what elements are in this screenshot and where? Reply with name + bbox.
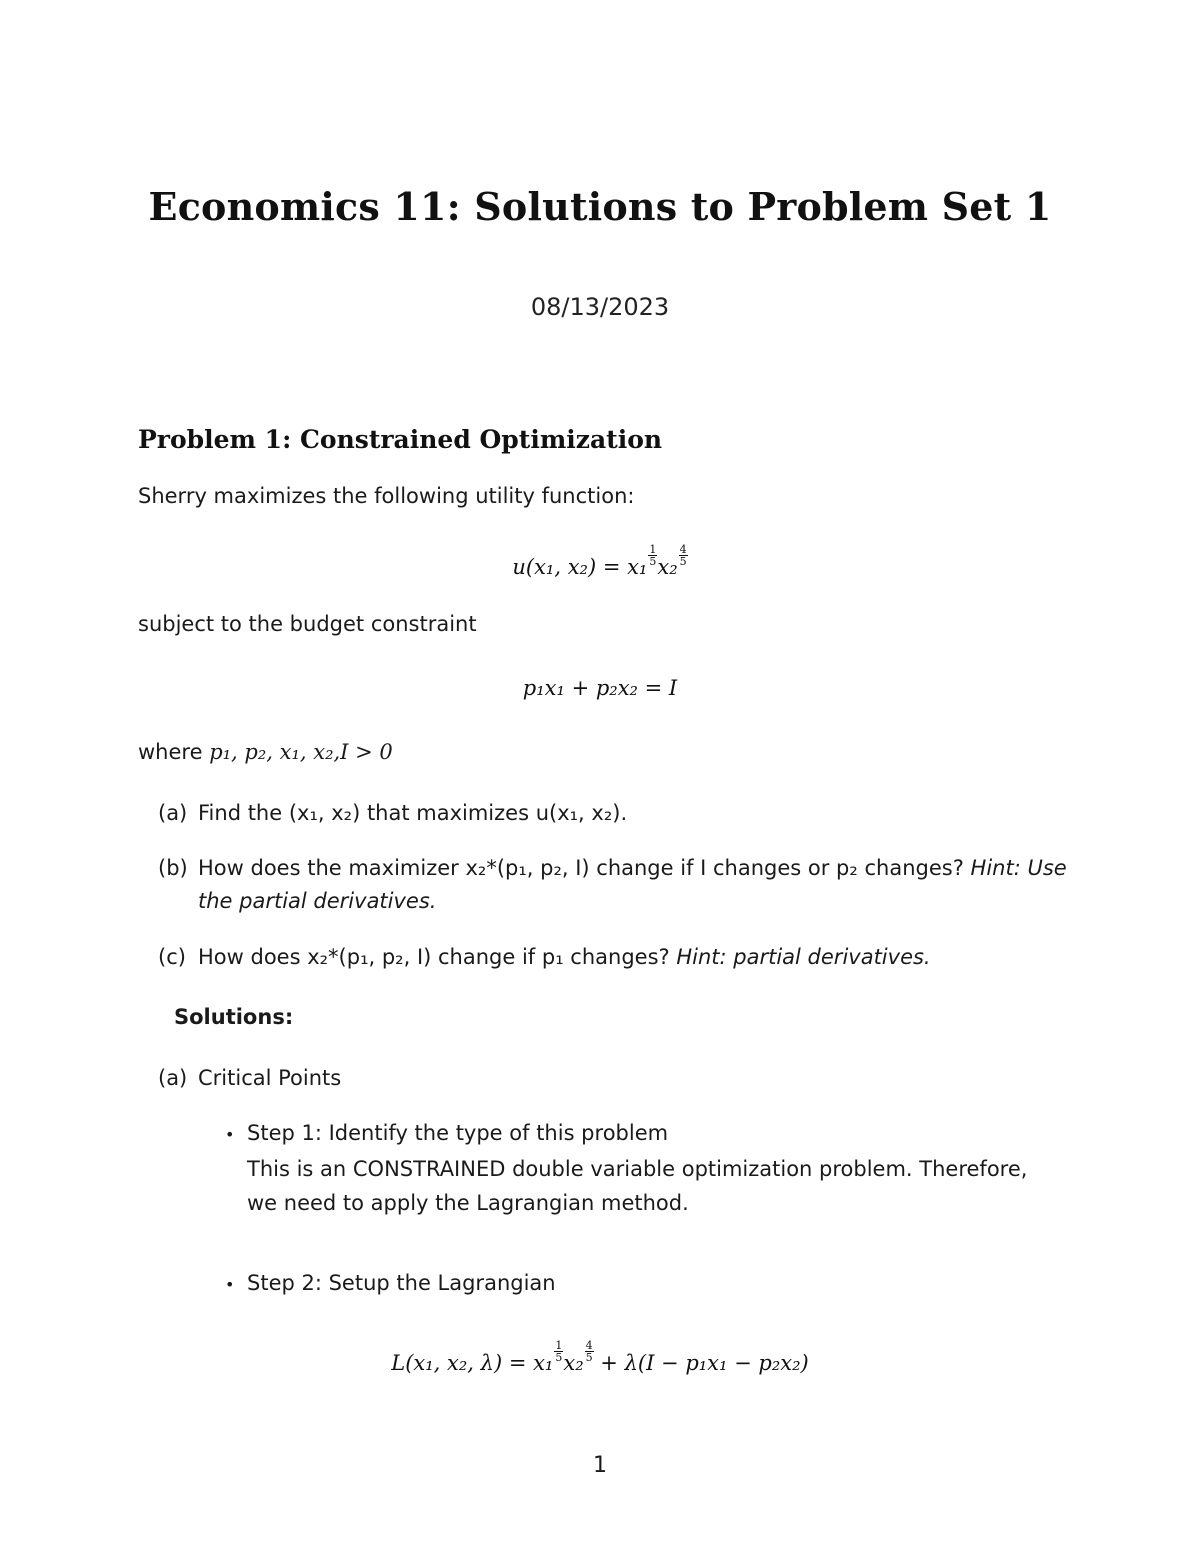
solution-a-label: (a) [158, 1066, 188, 1090]
part-b [158, 856, 1068, 880]
part-b-text: How does the maximizer x₂*(p₁, p₂, I) change if I changes or p₂ changes? [198, 856, 964, 880]
utility-equation [0, 544, 1200, 579]
intro-text: Sherry maximizes the following utility function: [138, 484, 635, 508]
exp1-num: 1 [649, 543, 657, 556]
part-c [158, 945, 931, 969]
exp1-den: 5 [649, 555, 657, 568]
part-b-label: (b) [158, 856, 188, 880]
solutions-label: Solutions: [174, 1005, 294, 1029]
part-a-text: Find the (x₁, x₂) that maximizes u(x₁, x₂). [198, 801, 628, 825]
lag-exp2-num: 4 [585, 1339, 593, 1352]
part-a-label: (a) [158, 801, 188, 825]
lag-exp1-den: 5 [555, 1351, 563, 1364]
step-1-line2: we need to apply the Lagrangian method. [247, 1191, 689, 1215]
exponent-one-fifth [648, 544, 657, 567]
where-word: where [138, 740, 203, 764]
step-2-title: Step 2: Setup the Lagrangian [247, 1271, 556, 1295]
step-2 [225, 1271, 556, 1295]
exp2-den: 5 [679, 555, 687, 568]
part-b-hint-cont: the partial derivatives. [198, 889, 437, 913]
budget-constraint: p₁x₁ + p₂x₂ = I [522, 676, 678, 700]
lagrangian-rhs: + λ(I − p₁x₁ − p₂x₂) [593, 1351, 809, 1375]
lag-exp1-num: 1 [555, 1339, 563, 1352]
problem-heading: Problem 1: Constrained Optimization [138, 425, 663, 454]
page-number: 1 [593, 1453, 607, 1478]
utility-lhs: u(x₁, x₂) = x₁ [512, 555, 648, 579]
part-b-hint: Hint: Use [970, 856, 1067, 880]
bullet-icon: • [225, 1275, 235, 1294]
document-date: 08/13/2023 [530, 293, 670, 321]
step-1 [225, 1121, 668, 1145]
step-1-line1: This is an CONSTRAINED double variable optimization problem. Therefore, [247, 1157, 1028, 1181]
subject-to-text: subject to the budget constraint [138, 612, 477, 636]
bullet-icon: • [225, 1125, 235, 1144]
page-title: Economics 11: Solutions to Problem Set 1 [148, 184, 1052, 229]
part-c-hint: Hint: partial derivatives. [676, 945, 931, 969]
lagrangian-equation [0, 1340, 1200, 1375]
part-c-label: (c) [158, 945, 186, 969]
where-math: p₁, p₂, x₁, x₂,I > 0 [209, 740, 393, 764]
lagrangian-lhs: L(x₁, x₂, λ) = x₁ [391, 1351, 554, 1375]
exp2-num: 4 [679, 543, 687, 556]
step-1-title: Step 1: Identify the type of this problem [247, 1121, 669, 1145]
lagrangian-exponent-one-fifth [554, 1340, 563, 1363]
part-c-text: How does x₂*(p₁, p₂, I) change if p₁ changes? [198, 945, 670, 969]
lagrangian-exponent-four-fifths [585, 1340, 594, 1363]
lagrangian-mid: x₂ [563, 1351, 584, 1375]
solution-a-title: Critical Points [198, 1066, 342, 1090]
part-a [158, 801, 627, 825]
solution-a [158, 1066, 341, 1090]
exponent-four-fifths [679, 544, 688, 567]
where-line [138, 740, 393, 764]
lag-exp2-den: 5 [585, 1351, 593, 1364]
utility-mid: x₂ [657, 555, 678, 579]
